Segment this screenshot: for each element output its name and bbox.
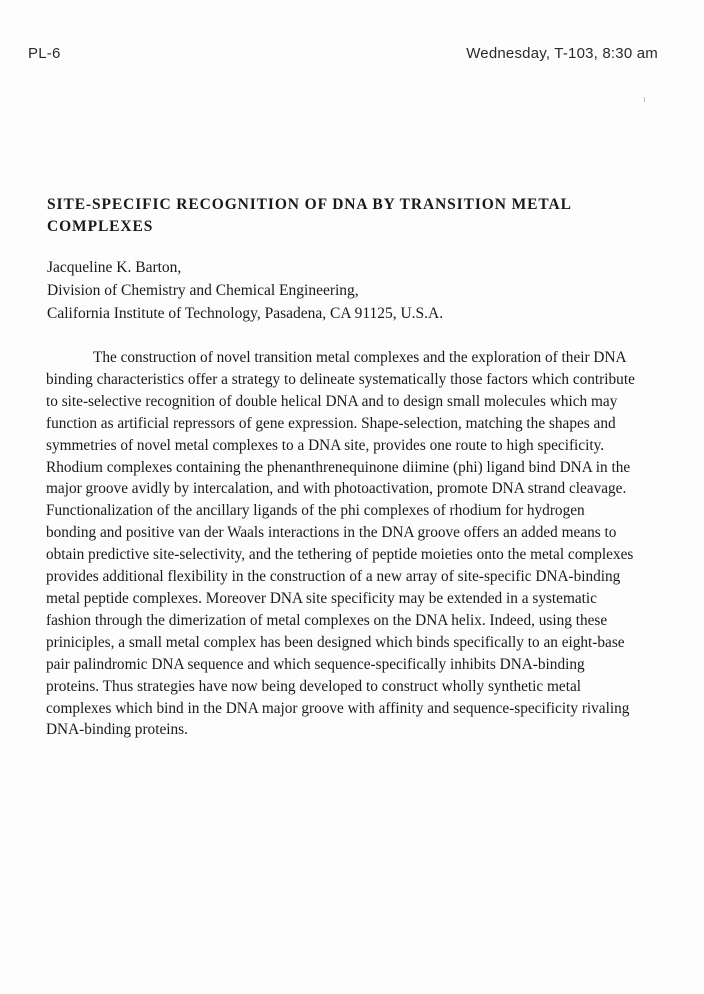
scan-speck (644, 97, 645, 102)
abstract-line: DNA-binding proteins. (46, 721, 188, 739)
abstract-line: provides additional flexibility in the construction of a new array of site-specific DNA-binding (46, 568, 621, 586)
abstract-body (46, 347, 686, 741)
abstract-line: major groove avidly by intercalation, and with photoactivation, promote DNA strand cleavage. (46, 480, 627, 498)
abstract-line: obtain predictive site-selectivity, and the tethering of peptide moieties onto the metal complexes (46, 546, 634, 564)
abstract-line: proteins. Thus strategies have now being developed to construct wholly synthetic metal (46, 677, 581, 695)
session-info: Wednesday, T-103, 8:30 am (466, 45, 658, 62)
abstract-line: symmetries of novel metal complexes to a DNA site, provides one route to high specificity. (46, 436, 605, 454)
paper-title (47, 194, 647, 238)
paper-title-line-1: SITE-SPECIFIC RECOGNITION OF DNA BY TRANSITION METAL (47, 196, 572, 213)
author-block (47, 256, 443, 325)
abstract-line: complexes which bind in the DNA major groove with affinity and sequence-specificity rivaling (46, 699, 630, 717)
abstract-line: pair palindromic DNA sequence and which sequence-specifically inhibits DNA-binding (46, 655, 585, 673)
abstract-line: to site-selective recognition of double helical DNA and to design small molecules which may (46, 392, 618, 410)
abstract-line: metal peptide complexes. Moreover DNA site specificity may be extended in a systematic (46, 589, 597, 607)
author-name: Jacqueline K. Barton, (47, 259, 182, 276)
abstract-line: function as artificial repressors of gene expression. Shape-selection, matching the shapes and (46, 414, 616, 432)
author-department: Division of Chemistry and Chemical Engineering, (47, 282, 359, 299)
abstract-line: Rhodium complexes containing the phenanthrenequinone diimine (phi) ligand bind DNA in the (46, 458, 631, 476)
paper-title-line-2: COMPLEXES (47, 218, 154, 235)
author-institution: California Institute of Technology, Pasadena, CA 91125, U.S.A. (47, 305, 444, 322)
abstract-line: The construction of novel transition metal complexes and the exploration of their DNA (93, 349, 627, 366)
abstract-code: PL-6 (28, 45, 61, 62)
abstract-line: priniciples, a small metal complex has been designed which binds specifically to an eight-base (46, 633, 625, 651)
abstract-line: fashion through the dimerization of metal complexes on the DNA helix. Indeed, using these (46, 611, 608, 629)
abstract-line: Functionalization of the ancillary ligands of the phi complexes of rhodium for hydrogen (46, 502, 585, 520)
abstract-line: bonding and positive van der Waals interactions in the DNA groove offers an added means to (46, 524, 617, 542)
abstract-line: binding characteristics offer a strategy to delineate systematically those factors which contribute (46, 370, 635, 388)
